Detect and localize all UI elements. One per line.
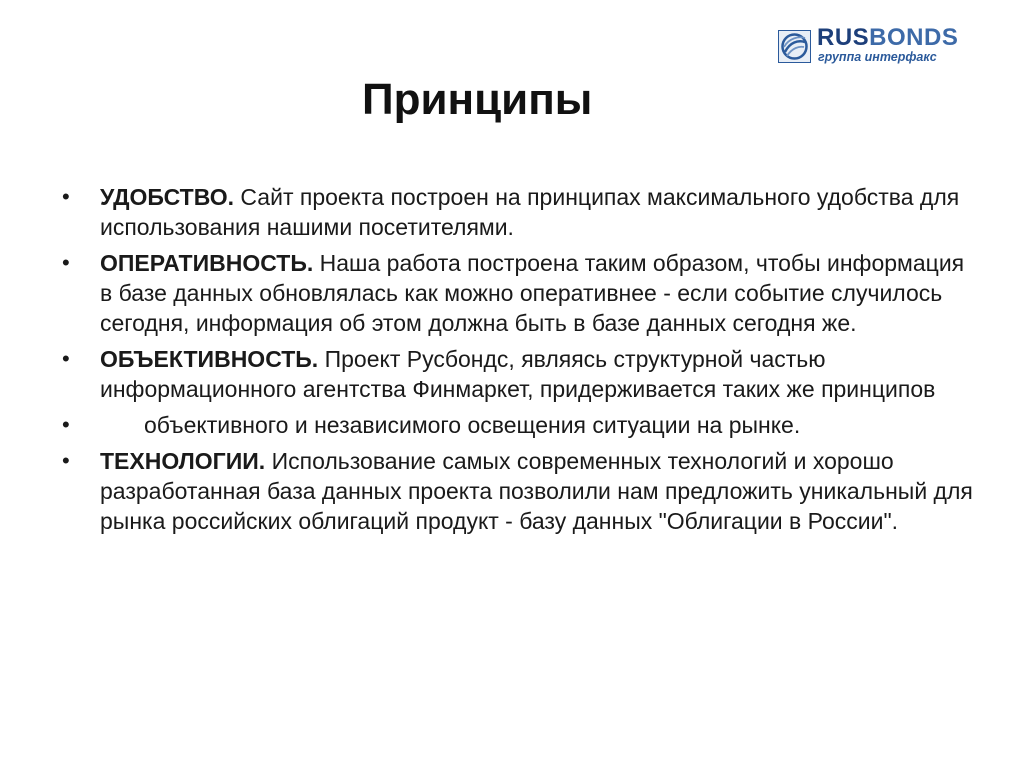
logo-tagline: группа интерфакс bbox=[818, 50, 937, 64]
logo-word-rus: RUS bbox=[817, 24, 870, 51]
principle-text: объективного и независимого освещения ситуации на рынке. bbox=[144, 412, 801, 438]
rusbonds-emblem-icon bbox=[778, 30, 811, 63]
bullet-dot-icon: • bbox=[62, 250, 70, 275]
rusbonds-logo bbox=[778, 24, 996, 68]
principle-convenience bbox=[62, 182, 980, 242]
logo-wordmark bbox=[817, 25, 958, 51]
principle-term: ОПЕРАТИВНОСТЬ. bbox=[100, 250, 314, 276]
bullet-dot-icon: • bbox=[62, 184, 70, 209]
principle-text: Сайт проекта построен на принципах максимального удобства для использования нашими посетителями. bbox=[100, 184, 960, 240]
principle-objectivity-continued bbox=[62, 410, 980, 440]
bullet-dot-icon: • bbox=[62, 412, 70, 437]
principle-text: Проект Русбондс, являясь структурной частью информационного агентства Финмаркет, придерживается таких же принципов bbox=[100, 346, 936, 402]
principle-term: УДОБСТВО. bbox=[100, 184, 235, 210]
principle-promptness bbox=[62, 248, 980, 338]
principles-list bbox=[62, 182, 980, 542]
slide-title: Принципы bbox=[362, 75, 593, 124]
bullet-dot-icon: • bbox=[62, 346, 70, 371]
principle-text: Наша работа построена таким образом, чтобы информация в базе данных обновлялась как можно оперативнее - если событие случилось сегодня, информация об этом должна быть в базе данных сегодня же. bbox=[100, 250, 965, 336]
principle-term: ОБЪЕКТИВНОСТЬ. bbox=[100, 346, 319, 372]
principle-term: ТЕХНОЛОГИИ. bbox=[100, 448, 266, 474]
principle-objectivity bbox=[62, 344, 980, 404]
principle-text: Использование самых современных технологий и хорошо разработанная база данных проекта позволили нам предложить уникальный для рынка российских облигаций продукт - базу данных "Облигации в России". bbox=[100, 448, 973, 534]
bullet-dot-icon: • bbox=[62, 448, 70, 473]
logo-word-bonds: BONDS bbox=[869, 24, 959, 51]
principle-technology bbox=[62, 446, 980, 536]
